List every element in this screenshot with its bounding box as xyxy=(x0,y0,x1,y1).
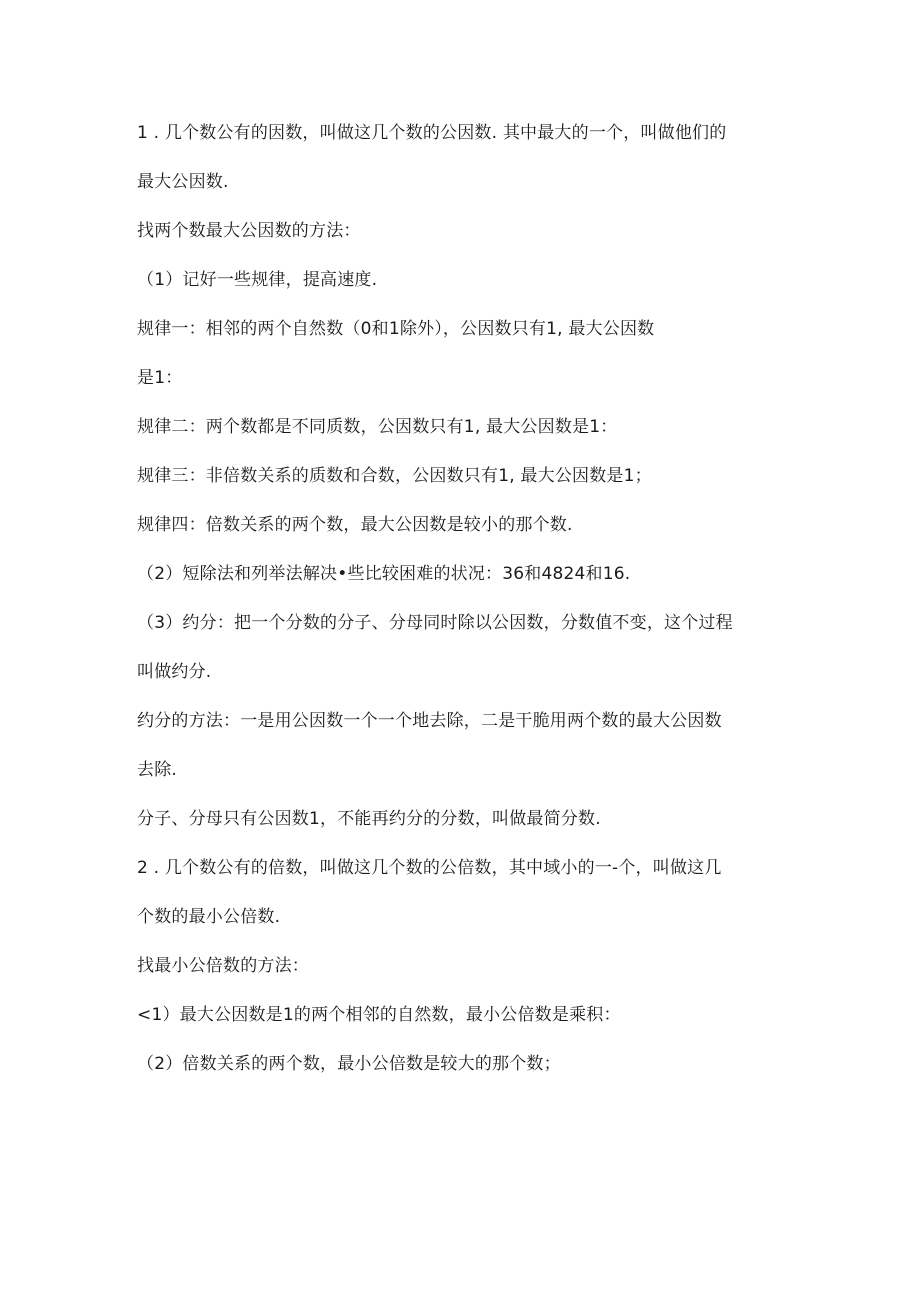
lcm-method-heading: 找最小公倍数的方法： xyxy=(137,956,309,976)
paragraph-2-heading: 2 . 几个数公有的倍数，叫做这几个数的公倍数，其中域小的一-个，叫做这几 xyxy=(137,858,722,878)
rule-1: 规律一：相邻的两个自然数（0和1除外），公因数只有1, 最大公因数 xyxy=(137,319,655,339)
gcf-method-item-2: （2）短除法和列举法解决•些比较困难的状况：36和4824和16. xyxy=(137,564,631,584)
paragraph-2-continuation: 个数的最小公倍数. xyxy=(137,907,281,927)
lcm-method-item-2: （2）倍数关系的两个数，最小公倍数是较大的那个数； xyxy=(137,1054,561,1074)
paragraph-1-heading: 1 . 几个数公有的因数，叫做这几个数的公因数. 其中最大的一个，叫做他们的 xyxy=(137,123,727,143)
rule-2: 规律二：两个数都是不同质数，公因数只有1, 最大公因数是1： xyxy=(137,417,618,437)
gcf-method-heading: 找两个数最大公因数的方法： xyxy=(137,221,361,241)
gcf-method-item-3: （3）约分：把一个分数的分子、分母同时除以公因数，分数值不变，这个过程 xyxy=(137,613,733,633)
paragraph-1-continuation: 最大公因数. xyxy=(137,172,229,192)
reduction-method: 约分的方法：一是用公因数一个一个地去除，二是干脆用两个数的最大公因数 xyxy=(137,711,722,731)
gcf-method-item-1: （1）记好一些规律，提高速度. xyxy=(137,270,378,290)
lcm-method-item-1: <1）最大公因数是1的两个相邻的自然数，最小公倍数是乘积： xyxy=(137,1005,621,1025)
rule-3: 规律三：非倍数关系的质数和合数，公因数只有1, 最大公因数是1； xyxy=(137,466,652,486)
gcf-method-item-3-continuation: 叫做约分. xyxy=(137,662,212,682)
rule-1-continuation: 是1： xyxy=(137,368,183,388)
rule-4: 规律四：倍数关系的两个数，最大公因数是较小的那个数. xyxy=(137,515,573,535)
reduction-method-continuation: 去除. xyxy=(137,760,178,780)
simplest-fraction-definition: 分子、分母只有公因数1，不能再约分的分数，叫做最简分数. xyxy=(137,809,601,829)
